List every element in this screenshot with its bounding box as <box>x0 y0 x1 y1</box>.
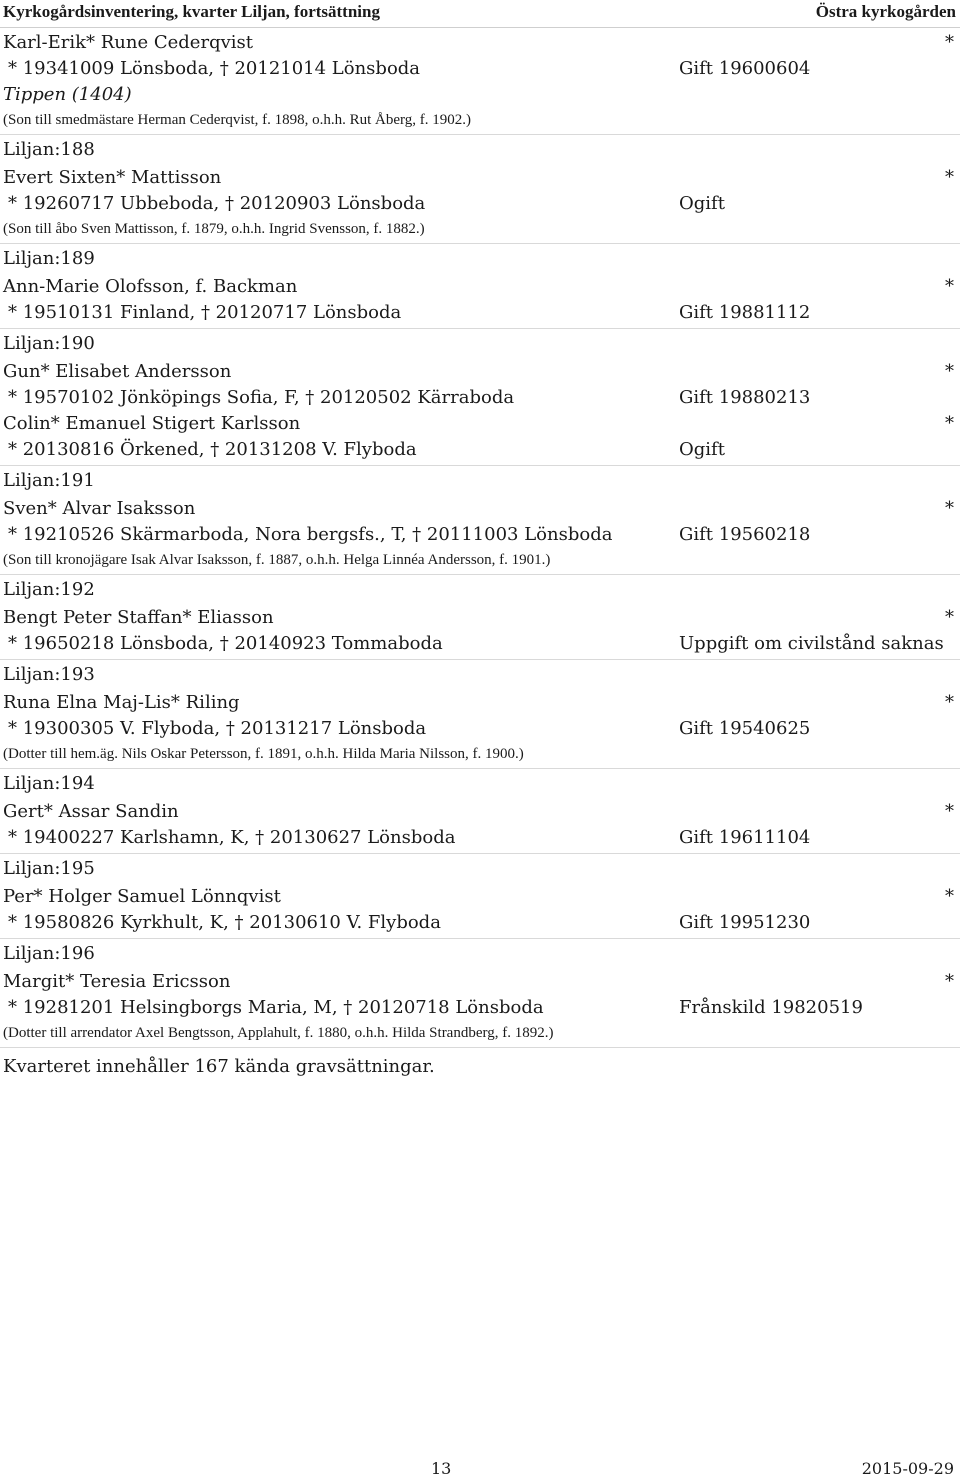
star-marker: * <box>945 498 954 519</box>
parent-note-line <box>0 548 960 572</box>
civil-status: Ogift <box>679 439 725 460</box>
birth-death-dates: * 19300305 V. Flyboda, † 20131217 Lönsboda <box>8 718 427 739</box>
birth-death-line <box>0 300 960 326</box>
person-name: Gun* Elisabet Andersson <box>3 361 232 382</box>
star-marker: * <box>945 167 954 188</box>
star-marker: * <box>945 607 954 628</box>
civil-status: Gift 19611104 <box>679 827 811 848</box>
person-entry <box>0 496 960 572</box>
civil-status: Gift 19560218 <box>679 524 811 545</box>
person-name: Ann-Marie Olofsson, f. Backman <box>3 276 298 297</box>
star-marker: * <box>945 801 954 822</box>
star-marker: * <box>945 886 954 907</box>
civil-status: Frånskild 19820519 <box>679 997 863 1018</box>
name-line <box>0 799 960 825</box>
parent-note-line <box>0 108 960 132</box>
person-entry <box>0 799 960 851</box>
person-entry <box>0 274 960 326</box>
plot-heading: Liljan:193 <box>3 664 95 685</box>
name-line <box>0 411 960 437</box>
birth-death-dates: * 19210526 Skärmarboda, Nora bergsfs., T, † 20111003 Lönsboda <box>8 524 613 545</box>
person-entry <box>0 411 960 463</box>
plot-heading: Liljan:194 <box>3 773 95 794</box>
name-line <box>0 359 960 385</box>
person-name: Karl-Erik* Rune Cederqvist <box>3 32 253 53</box>
civil-status: Ogift <box>679 193 725 214</box>
grave-section <box>0 135 960 244</box>
civil-status: Gift 19600604 <box>679 58 811 79</box>
grave-location: Tippen (1404) <box>3 84 132 105</box>
person-entry <box>0 969 960 1045</box>
civil-status: Gift 19540625 <box>679 718 811 739</box>
birth-death-line <box>0 995 960 1021</box>
burial-register <box>0 30 960 1077</box>
birth-death-dates: * 19400227 Karlshamn, K, † 20130627 Lönsboda <box>8 827 456 848</box>
parent-note: (Son till kronojägare Isak Alvar Isaksson, f. 1887, o.h.h. Helga Linnéa Andersson, f. 1901.) <box>3 552 551 568</box>
grave-section <box>0 660 960 769</box>
grave-section <box>0 329 960 466</box>
birth-death-line <box>0 631 960 657</box>
name-line <box>0 165 960 191</box>
person-entry <box>0 30 960 132</box>
grave-section <box>0 244 960 329</box>
birth-death-dates: * 20130816 Örkened, † 20131208 V. Flyboda <box>8 439 417 460</box>
parent-note: (Dotter till arrendator Axel Bengtsson, Applahult, f. 1880, o.h.h. Hilda Strandberg, f. 1892.) <box>3 1025 554 1041</box>
birth-death-dates: * 19260717 Ubbeboda, † 20120903 Lönsboda <box>8 193 426 214</box>
header-cemetery: Östra kyrkogården <box>815 2 956 21</box>
star-marker: * <box>945 32 954 53</box>
birth-death-dates: * 19580826 Kyrkhult, K, † 20130610 V. Flyboda <box>8 912 441 933</box>
person-entry <box>0 165 960 241</box>
star-marker: * <box>945 692 954 713</box>
civil-status: Gift 19951230 <box>679 912 811 933</box>
person-name: Margit* Teresia Ericsson <box>3 971 231 992</box>
plot-heading: Liljan:190 <box>3 333 95 354</box>
header-title: Kyrkogårdsinventering, kvarter Liljan, fortsättning <box>3 2 380 21</box>
name-line <box>0 30 960 56</box>
birth-death-line <box>0 385 960 411</box>
plot-heading: Liljan:192 <box>3 579 95 600</box>
parent-note: (Dotter till hem.äg. Nils Oskar Petersson, f. 1891, o.h.h. Hilda Maria Nilsson, f. 1900.) <box>3 746 524 762</box>
birth-death-line <box>0 191 960 217</box>
grave-location-line <box>0 82 960 108</box>
person-name: Per* Holger Samuel Lönnqvist <box>3 886 281 907</box>
page-number: 13 <box>431 1459 452 1478</box>
grave-section <box>0 466 960 575</box>
person-name: Bengt Peter Staffan* Eliasson <box>3 607 274 628</box>
birth-death-line <box>0 716 960 742</box>
plot-heading: Liljan:191 <box>3 470 95 491</box>
star-marker: * <box>945 276 954 297</box>
star-marker: * <box>945 971 954 992</box>
person-name: Gert* Assar Sandin <box>3 801 179 822</box>
grave-section <box>0 854 960 939</box>
person-entry <box>0 884 960 936</box>
person-name: Runa Elna Maj-Lis* Riling <box>3 692 240 713</box>
page-header <box>0 0 960 28</box>
name-line <box>0 884 960 910</box>
birth-death-line <box>0 437 960 463</box>
person-name: Evert Sixten* Mattisson <box>3 167 222 188</box>
summary-text: Kvarteret innehåller 167 kända gravsättningar. <box>3 1056 435 1077</box>
birth-death-line <box>0 825 960 851</box>
grave-section <box>0 575 960 660</box>
footer-date: 2015-09-29 <box>861 1459 954 1478</box>
plot-heading: Liljan:188 <box>3 139 95 160</box>
parent-note: (Son till åbo Sven Mattisson, f. 1879, o.h.h. Ingrid Svensson, f. 1882.) <box>3 221 425 237</box>
plot-heading: Liljan:189 <box>3 248 95 269</box>
parent-note-line <box>0 742 960 766</box>
star-marker: * <box>945 361 954 382</box>
parent-note: (Son till smedmästare Herman Cederqvist, f. 1898, o.h.h. Rut Åberg, f. 1902.) <box>3 112 471 128</box>
birth-death-line <box>0 910 960 936</box>
grave-section <box>0 769 960 854</box>
birth-death-line <box>0 522 960 548</box>
civil-status: Uppgift om civilstånd saknas <box>679 633 944 654</box>
person-entry <box>0 605 960 657</box>
name-line <box>0 690 960 716</box>
person-name: Colin* Emanuel Stigert Karlsson <box>3 413 301 434</box>
person-name: Sven* Alvar Isaksson <box>3 498 196 519</box>
civil-status: Gift 19880213 <box>679 387 811 408</box>
name-line <box>0 969 960 995</box>
birth-death-dates: * 19650218 Lönsboda, † 20140923 Tommaboda <box>8 633 443 654</box>
plot-heading: Liljan:195 <box>3 858 95 879</box>
name-line <box>0 605 960 631</box>
person-entry <box>0 359 960 411</box>
birth-death-dates: * 19510131 Finland, † 20120717 Lönsboda <box>8 302 402 323</box>
birth-death-dates: * 19570102 Jönköpings Sofia, F, † 20120502 Kärraboda <box>8 387 515 408</box>
star-marker: * <box>945 413 954 434</box>
birth-death-dates: * 19281201 Helsingborgs Maria, M, † 20120718 Lönsboda <box>8 997 544 1018</box>
birth-death-dates: * 19341009 Lönsboda, † 20121014 Lönsboda <box>8 58 421 79</box>
name-line <box>0 496 960 522</box>
grave-section <box>0 939 960 1048</box>
parent-note-line <box>0 217 960 241</box>
person-entry <box>0 690 960 766</box>
birth-death-line <box>0 56 960 82</box>
plot-heading: Liljan:196 <box>3 943 95 964</box>
civil-status: Gift 19881112 <box>679 302 811 323</box>
parent-note-line <box>0 1021 960 1045</box>
grave-section <box>0 30 960 135</box>
name-line <box>0 274 960 300</box>
